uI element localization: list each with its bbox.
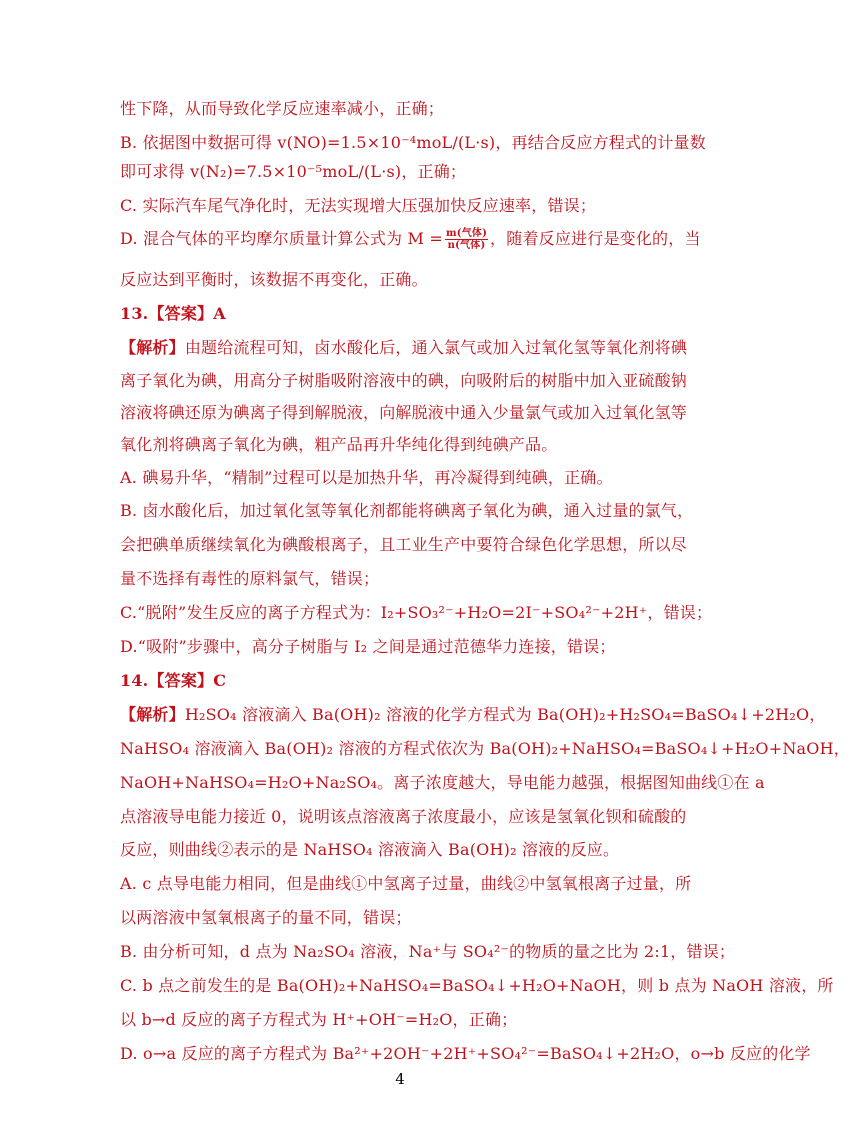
- text-line: 离子氧化为碘，用高分子树脂吸附溶液中的碘，向吸附后的树脂中加入亚硫酸钠: [120, 371, 688, 390]
- text-line: 量不选择有毒性的原料氯气，错误；: [120, 569, 380, 588]
- text-line: 反应，则曲线②表示的是 NaHSO₄ 溶液滴入 Ba(OH)₂ 溶液的反应。: [120, 840, 620, 859]
- text-line: 以两溶液中氢氧根离子的量不同，错误；: [120, 908, 412, 927]
- text-line: NaHSO₄ 溶液滴入 Ba(OH)₂ 溶液的方程式依次为 Ba(OH)₂+NaHSO₄=BaSO₄↓+H₂O+NaOH，: [120, 739, 850, 758]
- text-line: B. 卤水酸化后，加过氧化氢等氧化剂都能将碘离子氧化为碘，通入过量的氯气，: [120, 501, 694, 520]
- answer-heading-14: 14.【答案】C: [120, 671, 227, 690]
- text-line: 即可求得 v(N₂)=7.5×10⁻⁵moL/(L·s)，正确；: [120, 162, 467, 181]
- page-number: 4: [395, 1070, 405, 1088]
- text-line: 反应达到平衡时，该数据不再变化，正确。: [120, 270, 428, 289]
- text-line: 氧化剂将碘离子氧化为碘，粗产品再升华纯化得到纯碘产品。: [120, 435, 558, 454]
- formula-prefix: D. 混合气体的平均摩尔质量计算公式为 M =: [120, 229, 443, 248]
- analysis-line: [120, 704, 826, 726]
- analysis-line: [120, 337, 690, 359]
- answer-heading-13: 13.【答案】A: [120, 304, 226, 323]
- text-line: C. 实际汽车尾气净化时，无法实现增大压强加快反应速率，错误；: [120, 196, 597, 215]
- text-line: C.“脱附”发生反应的离子方程式为：I₂+SO₃²⁻+H₂O=2I⁻+SO₄²⁻+2H⁺，错误；: [120, 603, 713, 622]
- text-line: B. 由分析可知，d 点为 Na₂SO₄ 溶液，Na⁺与 SO₄²⁻的物质的量之比为 2:1，错误；: [120, 942, 736, 961]
- text-line: D.“吸附”步骤中，高分子树脂与 I₂ 之间是通过范德华力连接，错误；: [120, 637, 616, 656]
- text-line: B. 依据图中数据可得 v(NO)=1.5×10⁻⁴moL/(L·s)，再结合反应方程式的计量数: [120, 133, 706, 152]
- text-line: 以 b→d 反应的离子方程式为 H⁺+OH⁻=H₂O，正确；: [120, 1010, 518, 1029]
- text-line: NaOH+NaHSO₄=H₂O+Na₂SO₄。离子浓度越大，导电能力越强，根据图知曲线①在 a: [120, 773, 765, 792]
- fraction-numerator: m(气体): [446, 228, 488, 239]
- text-line: A. 碘易升华，“精制”过程可以是加热升华，再冷凝得到纯碘，正确。: [120, 468, 613, 487]
- analysis-tag: 【解析】: [120, 338, 185, 357]
- analysis-tag: 【解析】: [120, 705, 185, 724]
- molar-mass-fraction: [445, 228, 488, 251]
- text-line: 性下降，从而导致化学反应速率减小，正确；: [120, 99, 445, 118]
- text-line: C. b 点之前发生的是 Ba(OH)₂+NaHSO₄=BaSO₄↓+H₂O+NaOH，则 b 点为 NaOH 溶液，所: [120, 976, 834, 995]
- text-line: 溶液将碘还原为碘离子得到解脱液，向解脱液中通入少量氯气或加入过氧化氢等: [120, 403, 688, 422]
- formula-suffix: ，随着反应进行是变化的，当: [490, 229, 701, 248]
- analysis-text: 由题给流程可知，卤水酸化后，通入氯气或加入过氧化氢等氧化剂将碘: [184, 338, 688, 357]
- analysis-text: H₂SO₄ 溶液滴入 Ba(OH)₂ 溶液的化学方程式为 Ba(OH)₂+H₂SO₄=BaSO₄↓+2H₂O，: [184, 705, 826, 724]
- text-line: 会把碘单质继续氧化为碘酸根离子，且工业生产中要符合绿色化学思想，所以尽: [120, 535, 688, 554]
- text-line: A. c 点导电能力相同，但是曲线①中氢离子过量，曲线②中氢氧根离子过量，所: [120, 874, 692, 893]
- formula-line: [120, 228, 701, 251]
- fraction-denominator: n(气体): [447, 240, 486, 251]
- text-line: D. o→a 反应的离子方程式为 Ba²⁺+2OH⁻+2H⁺+SO₄²⁻=BaSO₄↓+2H₂O，o→b 反应的化学: [120, 1044, 811, 1063]
- text-line: 点溶液导电能力接近 0，说明该点溶液离子浓度最小，应该是氢氧化钡和硫酸的: [120, 807, 687, 826]
